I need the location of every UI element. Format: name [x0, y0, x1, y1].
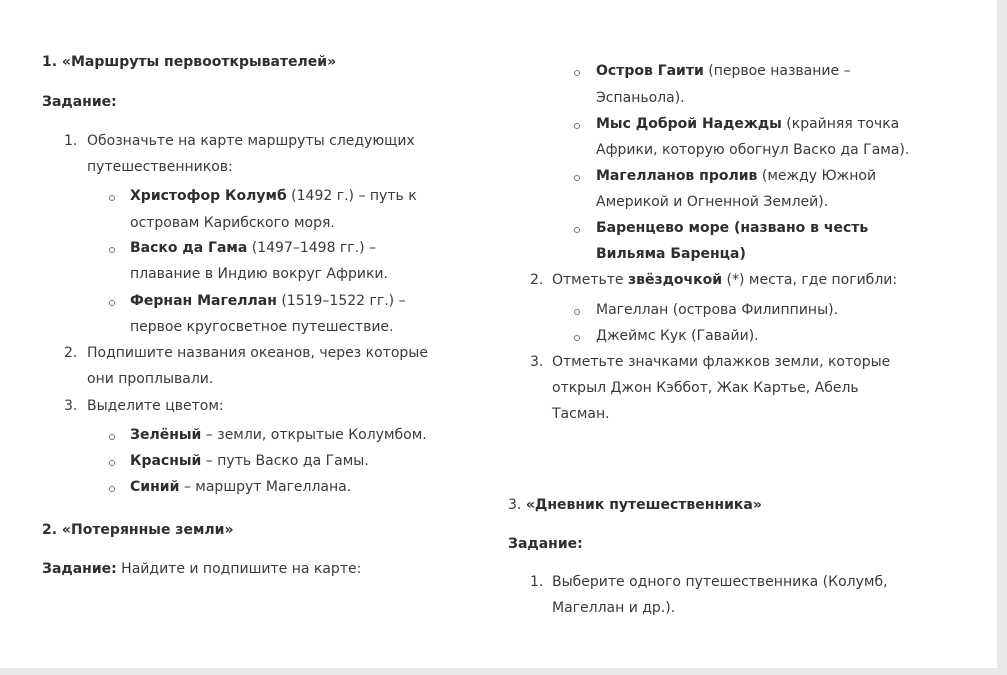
- section-2-task-text: Найдите и подпишите на карте:: [116, 561, 362, 577]
- section-3-heading: [508, 492, 762, 518]
- traveler-magellan-line2: первое кругосветное путешествие.: [130, 319, 394, 335]
- section-2-heading: 2. «Потерянные земли»: [42, 522, 234, 538]
- section-3-number: 3.: [508, 497, 526, 513]
- s2-item3-line1: Отметьте значками флажков земли, которые: [552, 354, 891, 370]
- s2-item2-text: [552, 267, 897, 293]
- bullet-icon: [109, 300, 115, 306]
- s2-item2-bold: звёздочкой: [627, 272, 723, 288]
- place-haiti-line2: Эспаньола).: [596, 90, 685, 106]
- s2-item3-line3: Тасман.: [552, 406, 610, 422]
- s1-item1-line2: путешественников:: [87, 159, 233, 175]
- traveler-columbus: [130, 183, 417, 209]
- s1-item3-number: 3.: [64, 398, 78, 414]
- color-green: [130, 422, 427, 448]
- s2-item2-post: (*) места, где погибли:: [722, 272, 898, 288]
- s2-item3-number: 3.: [530, 354, 544, 370]
- section-1-task-label: Задание:: [42, 94, 117, 110]
- traveler-da-gama-line2: плавание в Индию вокруг Африки.: [130, 266, 388, 282]
- section-3-title: «Дневник путешественника»: [525, 497, 762, 513]
- s2-item3-line2: открыл Джон Кэббот, Жак Картье, Абель: [552, 380, 859, 396]
- place-strait: [596, 163, 876, 189]
- place-name: Магелланов пролив: [596, 168, 758, 184]
- place-barents-line2: Вильяма Баренца): [596, 246, 746, 262]
- traveler-name: Васко да Гама: [130, 240, 248, 256]
- section-1-heading: 1. «Маршруты первооткрывателей»: [42, 54, 337, 70]
- place-strait-line2: Америкой и Огненной Землей).: [596, 194, 829, 210]
- s1-item1-number: 1.: [64, 133, 78, 149]
- bullet-icon: [109, 434, 115, 440]
- s1-item3-text: Выделите цветом:: [87, 398, 224, 414]
- traveler-dates: (1497–1498 гг.) –: [247, 240, 377, 256]
- traveler-dates: (1519–1522 гг.) –: [276, 293, 406, 309]
- s2-item2-number: 2.: [530, 272, 544, 288]
- color-desc: – путь Васко да Гамы.: [201, 453, 369, 469]
- bullet-icon: [574, 335, 580, 341]
- color-desc: – маршрут Магеллана.: [179, 479, 352, 495]
- section-3-task-label: Задание:: [508, 536, 583, 552]
- color-name: Синий: [130, 479, 180, 495]
- bullet-icon: [109, 486, 115, 492]
- color-name: Красный: [130, 453, 202, 469]
- place-cape: [596, 111, 899, 137]
- s1-item2-number: 2.: [64, 345, 78, 361]
- place-cape-line2: Африки, которую обогнул Васко да Гама).: [596, 142, 910, 158]
- place-name: Остров Гаити: [596, 63, 704, 79]
- traveler-magellan: [130, 288, 406, 314]
- color-name: Зелёный: [130, 427, 202, 443]
- bullet-icon: [109, 195, 115, 201]
- bullet-icon: [574, 227, 580, 233]
- traveler-name: Христофор Колумб: [130, 188, 287, 204]
- color-red: [130, 448, 369, 474]
- section-2-task-label: Задание:: [42, 561, 117, 577]
- s1-item2-line2: они проплывали.: [87, 371, 214, 387]
- bullet-icon: [109, 460, 115, 466]
- traveler-name: Фернан Магеллан: [130, 293, 277, 309]
- place-note: (первое название –: [703, 63, 851, 79]
- s3-item1-line2: Магеллан и др.).: [552, 600, 676, 616]
- death-place-magellan: Магеллан (острова Филиппины).: [596, 302, 839, 318]
- bullet-icon: [574, 175, 580, 181]
- bullet-icon: [574, 123, 580, 129]
- section-2-task: [42, 556, 361, 582]
- s2-item2-pre: Отметьте: [552, 272, 628, 288]
- color-blue: [130, 474, 351, 500]
- s1-item2-line1: Подпишите названия океанов, через которые: [87, 345, 428, 361]
- place-barents: Баренцево море (названо в честь: [596, 220, 869, 236]
- s3-item1-number: 1.: [530, 574, 544, 590]
- place-note: (между Южной: [757, 168, 877, 184]
- traveler-da-gama: [130, 235, 376, 261]
- bullet-icon: [574, 309, 580, 315]
- traveler-dates: (1492 г.) – путь к: [286, 188, 417, 204]
- place-haiti: [596, 58, 851, 84]
- bullet-icon: [109, 247, 115, 253]
- place-name: Мыс Доброй Надежды: [596, 116, 782, 132]
- place-note: (крайняя точка: [781, 116, 900, 132]
- s1-item1-line1: Обозначьте на карте маршруты следующих: [87, 133, 415, 149]
- death-place-cook: Джеймс Кук (Гавайи).: [596, 328, 759, 344]
- color-desc: – земли, открытые Колумбом.: [201, 427, 427, 443]
- traveler-columbus-line2: островам Карибского моря.: [130, 215, 335, 231]
- s3-item1-line1: Выберите одного путешественника (Колумб,: [552, 574, 888, 590]
- bullet-icon: [574, 70, 580, 76]
